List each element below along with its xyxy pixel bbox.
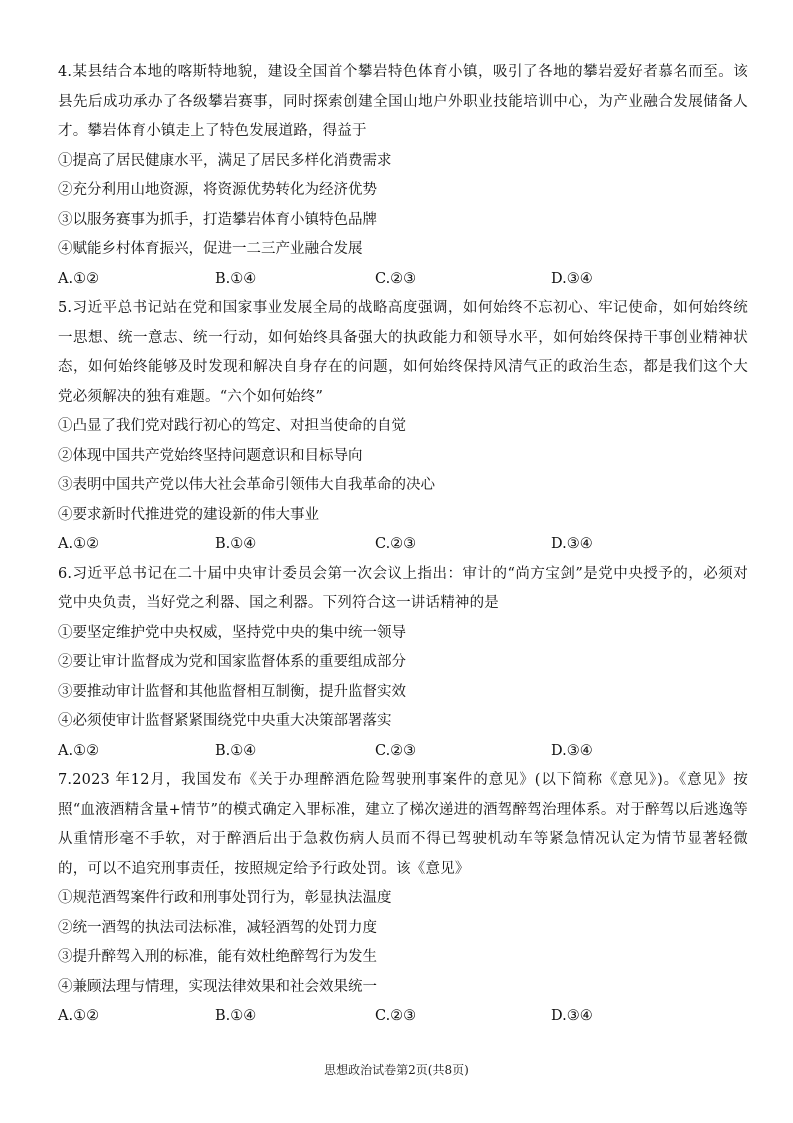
question-stem: 6.习近平总书记在二十届中央审计委员会第一次会议上指出：审计的“尚方宝剑”是党中央授予的，必须对党中央负责，当好党之利器、国之利器。下列符合这一讲话精神的是 (58, 565, 748, 611)
option-1: ①要坚定维护党中央权威，坚持党中央的集中统一领导 (58, 624, 406, 641)
answer-choices (58, 265, 748, 295)
option-1: ①凸显了我们党对践行初心的笃定、对担当使命的自觉 (58, 418, 406, 434)
choice-c: C.②③ (375, 1008, 417, 1024)
choice-b: B.①④ (215, 270, 257, 287)
choice-b: B.①④ (215, 742, 257, 759)
question-5 (58, 294, 748, 560)
option-1: ①提高了居民健康水平，满足了居民多样化消费需求 (58, 152, 392, 169)
answer-choices (58, 737, 748, 767)
option-2: ②要让审计监督成为党和国家监督体系的重要组成部分 (58, 654, 406, 670)
choice-d: D.③④ (551, 270, 593, 287)
page-footer: 思想政治试卷第2页(共8页) (324, 1063, 469, 1077)
choice-c: C.②③ (375, 536, 417, 552)
option-3: ③以服务赛事为抓手，打造攀岩体育小镇特色品牌 (58, 211, 377, 228)
question-stem: 5.习近平总书记站在党和国家事业发展全局的战略高度强调，如何始终不忘初心、牢记使命，如何始终统一思想、统一意志、统一行动，如何始终具备强大的执政能力和领导水平，如何始终保持干事创业精神状态，如何始终能够及时发现和解决自身存在的问题，如何始终保持风清气正的政治生态，都是我们这个大党必须解决的独有难题。“六个如何始终” (58, 300, 748, 405)
choice-d: D.③④ (551, 742, 593, 759)
option-2: ②体现中国共产党始终坚持问题意识和目标导向 (58, 447, 363, 464)
option-3: ③提升醉驾入刑的标准，能有效杜绝醉驾行为发生 (58, 949, 377, 965)
question-stem: 7.2023 年12月，我国发布《关于办理醉酒危险驾驶刑事案件的意见》(以下简称《意见》)。《意见》按照“血液酒精含量+情节”的模式确定入罪标准，建立了梯次递进的酒驾醉驾治理体系。对于醉驾以后逃逸等从重情形毫不手软，对于醉酒后出于急救伤病人员而不得已驾驶机动车等紧急情况认定为情节显著轻微的，可以不追究刑事责任，按照规定给予行政处罚。该《意见》 (58, 772, 748, 877)
option-1: ①规范酒驾案件行政和刑事处罚行为，彰显执法温度 (58, 890, 392, 906)
choice-b: B.①④ (215, 536, 257, 552)
answer-choices (58, 1002, 748, 1032)
option-2: ②充分利用山地资源，将资源优势转化为经济优势 (58, 182, 377, 198)
question-stem: 4.某县结合本地的喀斯特地貌，建设全国首个攀岩特色体育小镇，吸引了各地的攀岩爱好者慕名而至。该县先后成功承办了各级攀岩赛事，同时探索创建全国山地户外职业技能培训中心，为产业融合发展储备人才。攀岩体育小镇走上了特色发展道路，得益于 (58, 64, 748, 139)
choice-d: D.③④ (551, 536, 593, 552)
exam-page (58, 58, 748, 1032)
question-7 (58, 766, 748, 1032)
option-2: ②统一酒驾的执法司法标准，减轻酒驾的处罚力度 (58, 919, 377, 936)
choice-c: C.②③ (375, 742, 417, 759)
option-3: ③表明中国共产党以伟大社会革命引领伟大自我革命的决心 (58, 477, 435, 493)
choice-a: A.①② (58, 742, 100, 759)
option-3: ③要推动审计监督和其他监督相互制衡，提升监督实效 (58, 683, 406, 700)
option-4: ④必须使审计监督紧紧围绕党中央重大决策部署落实 (58, 713, 392, 729)
option-4: ④兼顾法理与情理，实现法律效果和社会效果统一 (58, 978, 377, 995)
choice-a: A.①② (58, 270, 100, 287)
choice-a: A.①② (58, 1008, 100, 1024)
option-4: ④赋能乡村体育振兴，促进一二三产业融合发展 (58, 241, 363, 257)
choice-d: D.③④ (551, 1008, 593, 1024)
answer-choices (58, 530, 748, 560)
question-4 (58, 58, 748, 294)
choice-c: C.②③ (375, 270, 417, 287)
choice-a: A.①② (58, 536, 100, 552)
option-4: ④要求新时代推进党的建设新的伟大事业 (58, 506, 319, 523)
question-6 (58, 560, 748, 767)
choice-b: B.①④ (215, 1008, 257, 1024)
